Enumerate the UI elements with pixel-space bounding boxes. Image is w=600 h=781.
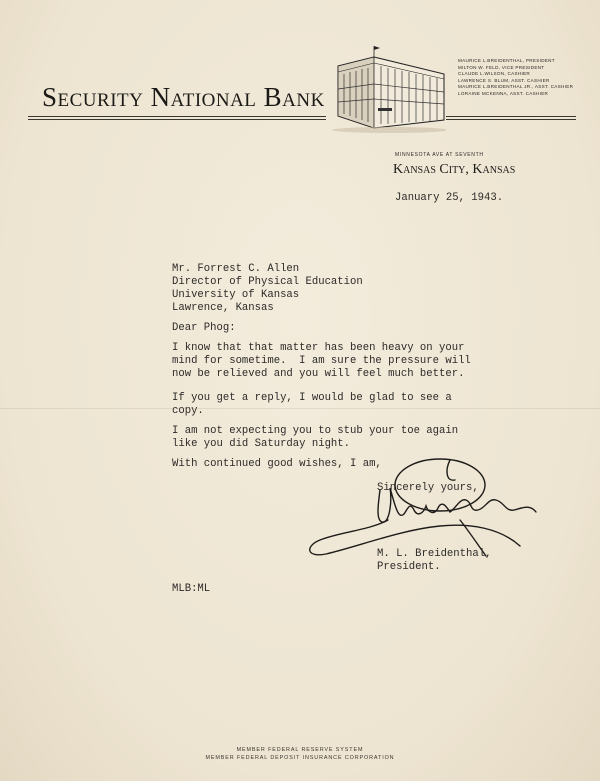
officer-line: LORAINE MCKENNA, ASST. CASHIER (458, 90, 549, 96)
body-line: If you get a reply, I would be glad to see a (172, 392, 452, 404)
closing: Sincerely yours, (377, 482, 479, 494)
paper-fold (0, 408, 600, 409)
header-rule-right (446, 116, 576, 117)
signer-title: President. (377, 561, 441, 573)
body-line: like you did Saturday night. (172, 438, 351, 450)
body-line: With continued good wishes, I am, (172, 458, 382, 470)
bank-name: Security National Bank (42, 82, 325, 112)
header-rule-left (28, 116, 326, 117)
typist-initials: MLB:ML (172, 583, 211, 595)
recipient-line: Mr. Forrest C. Allen (172, 263, 300, 275)
body-line: now be relieved and you will feel much better. (172, 368, 465, 380)
officer-line: MAURICE L.BREIDENTHAL, PRESIDENT (458, 58, 555, 63)
officer-line: LAWRENCE S. BLUM, ASST. CASHIER (458, 77, 550, 83)
body-line: I am not expecting you to stub your toe again (172, 425, 459, 437)
footer-line: MEMBER FEDERAL RESERVE SYSTEM (236, 747, 364, 753)
officer-list (458, 58, 573, 98)
recipient-line: Director of Physical Education (172, 276, 363, 288)
street-address: MINNESOTA AVE AT SEVENTH (395, 152, 484, 158)
footer-line: MEMBER FEDERAL DEPOSIT INSURANCE CORPORATION (205, 755, 395, 761)
bank-building-illustration (326, 44, 446, 134)
body-line: I know that that matter has been heavy on your (172, 342, 465, 354)
letter-date: January 25, 1943. (395, 192, 504, 204)
body-line: mind for sometime. I am sure the pressure will (172, 355, 471, 367)
city-line: Kansas City, Kansas (393, 162, 516, 177)
officer-line: MILTON W. FELD, VICE PRESIDENT (458, 64, 545, 70)
signer-name: M. L. Breidenthal, (377, 548, 492, 560)
officer-line: CLAUDE L.WILSON, CASHIER (458, 71, 531, 77)
header-rule-right-2 (446, 119, 576, 120)
header-rule-left-2 (28, 119, 326, 120)
officer-line: MAURICE L.BREIDENTHAL JR., ASST. CASHIER (458, 84, 574, 90)
recipient-line: Lawrence, Kansas (172, 302, 274, 314)
recipient-line: University of Kansas (172, 289, 300, 301)
body-line: copy. (172, 405, 204, 417)
salutation: Dear Phog: (172, 322, 236, 334)
